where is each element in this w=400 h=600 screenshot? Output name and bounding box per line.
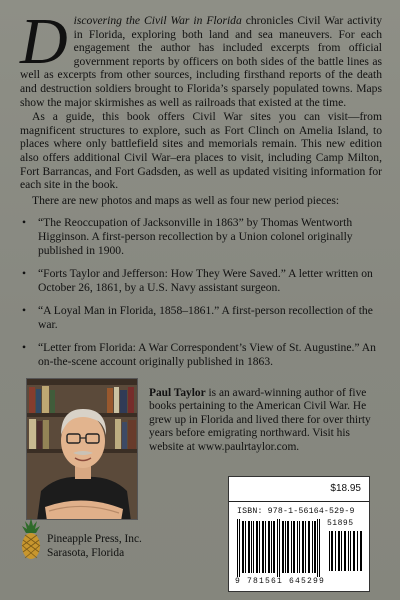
publisher-name: Pineapple Press, Inc. [47, 533, 142, 545]
list-item: • “Forts Taylor and Jefferson: How They Were Saved.” A letter written on October 26, 1861, by a U.S. Navy assistant surgeon. [22, 267, 373, 294]
book-title-inline: iscovering the Civil War in Florida [73, 14, 242, 27]
barcode-box [228, 476, 370, 592]
description-paragraph-3: There are new photos and maps as well as four new period pieces: [32, 193, 340, 207]
price-label: $18.95 [330, 483, 361, 494]
bullet-icon: • [22, 341, 27, 355]
publisher-city: Sarasota, Florida [47, 547, 125, 559]
list-item: • “The Reoccupation of Jacksonville in 1863” by Thomas Wentworth Higginson. A first-person recollection by a Union colonel originally published in 1900. [22, 216, 353, 257]
bullet-icon: • [22, 304, 27, 318]
description-paragraph-2: As a guide, this book offers Civil War sites you can visit—from magnificent structures to explore, such as Fort Clinch on Amelia Island, to places where only battlefield sites and memorials remain. This new edition also offers additional Civil War–era places to visit, including Camp Milton, Fort Barrancas, and Fort Gadsden, as well as updated visiting information for each site in the book. [20, 110, 382, 192]
drop-cap: D [20, 5, 68, 78]
author-name: Paul Taylor [149, 387, 206, 399]
author-bio [149, 387, 381, 454]
barcode-addon-digits: 51895 [327, 519, 354, 528]
bullet-icon: • [22, 216, 27, 230]
list-item: • “A Loyal Man in Florida, 1858–1861.” A first-person recollection of the war. [22, 304, 373, 331]
isbn-label: ISBN: 978-1-56164-529-9 [237, 507, 355, 516]
period-pieces-list [20, 216, 382, 368]
barcode-digits: 9 781561 645299 [235, 577, 326, 586]
author-photo [26, 378, 138, 520]
bullet-icon: • [22, 267, 27, 281]
divider [229, 501, 369, 502]
book-description [20, 5, 383, 379]
description-paragraph-1 [20, 5, 383, 109]
pineapple-logo-icon [20, 518, 42, 560]
list-item: • “Letter from Florida: A War Correspondent’s View of St. Augustine.” An on-the-scene account originally published in 1863. [22, 341, 376, 369]
author-portrait-image [27, 379, 138, 520]
description-paragraph-1-text: chronicles Civil War activity in Florida, exploring both land and sea maneuvers. For each engagement the author has included excerpts from official government reports by officers on both sides of the battle lines as well as excerpts from other sources, including firsthand reports of the death and destruction soldiers brought to Florida’s sparsely populated towns. Maps show the major skirmishes as well as railroads that existed at the time. [20, 14, 383, 109]
publisher-info [47, 532, 142, 560]
author-bio-text: is an award-winning author of five books pertaining to the American Civil War. He grew up in Florida and lived there for over thirty years before emigrating northward. Visit his website at www.paulrtaylor.com. [149, 387, 371, 453]
